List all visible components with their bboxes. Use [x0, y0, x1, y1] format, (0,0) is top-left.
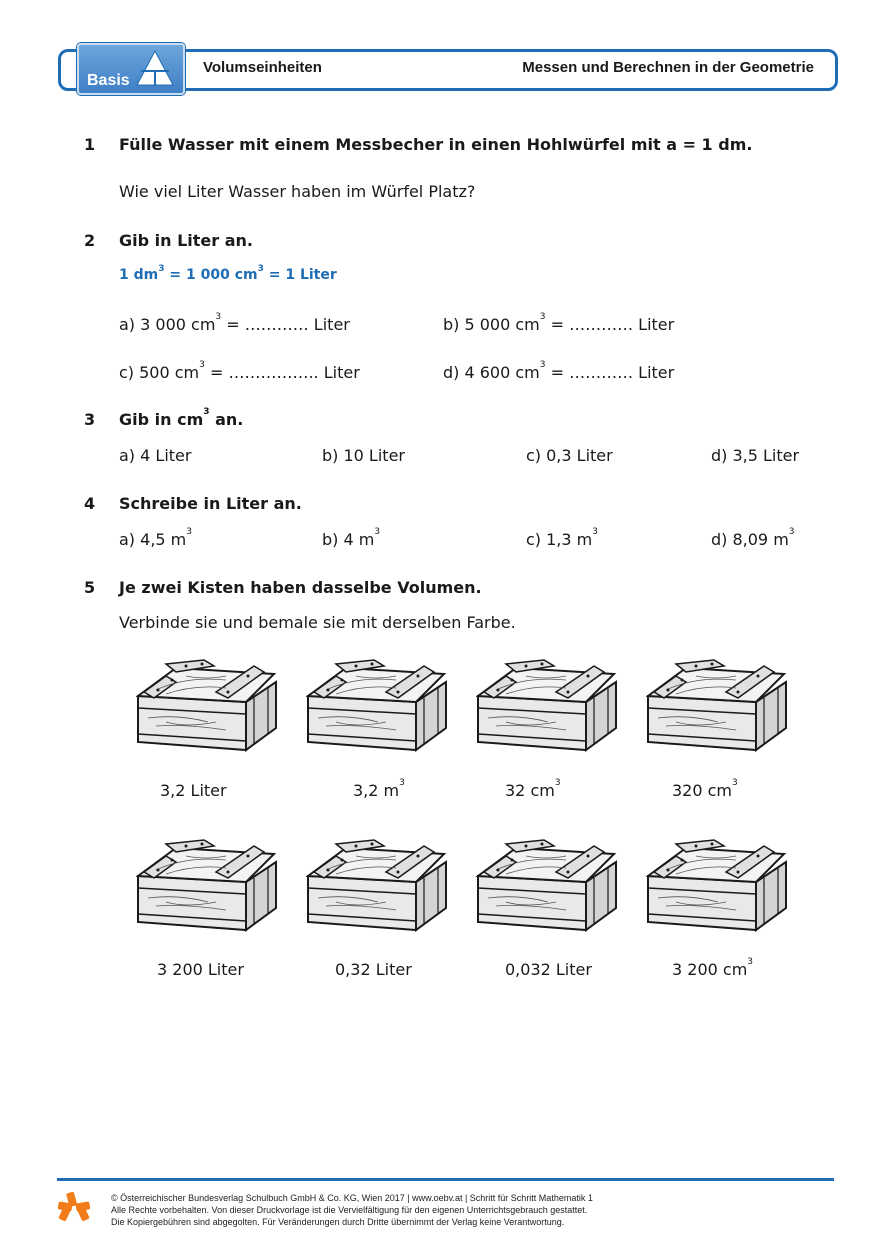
task1-question: Wie viel Liter Wasser haben im Würfel Platz? [119, 182, 476, 201]
conversion-hint: 1 $dm^3 = 1$ 000 $cm^3 = 1$ Liter [119, 264, 337, 283]
crate-label: 3,2 Liter [160, 781, 227, 800]
header-topic: Volumseinheiten [203, 59, 322, 76]
logo-label: Basis [87, 72, 130, 89]
task-number: 5 [84, 578, 96, 597]
task3-item-d: d) 3,5 Liter [711, 446, 800, 465]
task3-item-a: a) 4 Liter [119, 446, 192, 465]
triangle-level-icon [135, 49, 175, 89]
basis-logo [77, 43, 185, 95]
crate-image[interactable] [646, 832, 788, 932]
crate-image[interactable] [646, 652, 788, 752]
footer-divider [57, 1178, 834, 1181]
task2-item-d: d) 4 600 $cm^3$ = ………… Liter [443, 360, 675, 382]
task3-item-c: c) 0,3 Liter [526, 446, 613, 465]
task5-title: Je zwei Kisten haben dasselbe Volumen. [119, 578, 482, 597]
crate-image[interactable] [306, 832, 448, 932]
task5-instruction: Verbinde sie und bemale sie mit derselben Farbe. [119, 613, 516, 632]
task2-title: Gib in Liter an. [119, 231, 253, 250]
crate-image[interactable] [136, 652, 278, 752]
crate-image[interactable] [136, 832, 278, 932]
crate-image[interactable] [476, 652, 618, 752]
task3-item-b: b) 10 Liter [322, 446, 405, 465]
task-number: 3 [84, 410, 96, 429]
crate-label: 3 200 Liter [157, 960, 244, 979]
task3-title: Gib in $cm^3$ an. [119, 407, 244, 429]
header-chapter: Messen und Berechnen in der Geometrie [522, 59, 814, 76]
task2-item-b: b) 5 000 $cm^3$ = ………… Liter [443, 312, 675, 334]
crate-label: 0,32 Liter [335, 960, 412, 979]
crate-label: 320 $cm^3$ [672, 778, 738, 800]
task4-title: Schreibe in Liter an. [119, 494, 302, 513]
crate-label: 3 200 $cm^3$ [672, 957, 754, 979]
task4-item-b: b) 4 $m^3$ [322, 527, 381, 549]
publisher-star-icon [56, 1190, 92, 1226]
crate-label: 32 $cm^3$ [505, 778, 561, 800]
task2-item-c: c) 500 $cm^3$ = …………….. Liter [119, 360, 360, 382]
footer-copyright: © Österreichischer Bundesverlag Schulbuch GmbH & Co. KG, Wien 2017 | www.oebv.at | Schritt für Schritt Mathematik 1 Alle Rechte vorbehalten. Von dieser Druckvorlage ist die Vervielfältigung für den eigenen Unterrichtsgebrauch gestattet. Die Kopiergebühren sind abgegolten. Für Veränderungen durch Dritte übernimmt der Verlag keine Verantwortung. [111, 1193, 593, 1227]
task2-item-a: a) 3 000 $cm^3$ = ………… Liter [119, 312, 350, 334]
crate-image[interactable] [476, 832, 618, 932]
crate-label: 3,2 $m^3$ [353, 778, 405, 800]
task-number: 4 [84, 494, 96, 513]
task1-title: Fülle Wasser mit einem Messbecher in einen Hohlwürfel mit a = 1 dm. [119, 135, 753, 154]
crate-image[interactable] [306, 652, 448, 752]
task-number: 1 [84, 135, 96, 154]
crate-label: 0,032 Liter [505, 960, 592, 979]
task4-item-a: a) 4,5 $m^3$ [119, 527, 192, 549]
task-number: 2 [84, 231, 96, 250]
task4-item-d: d) 8,09 $m^3$ [711, 527, 795, 549]
task4-item-c: c) 1,3 $m^3$ [526, 527, 598, 549]
